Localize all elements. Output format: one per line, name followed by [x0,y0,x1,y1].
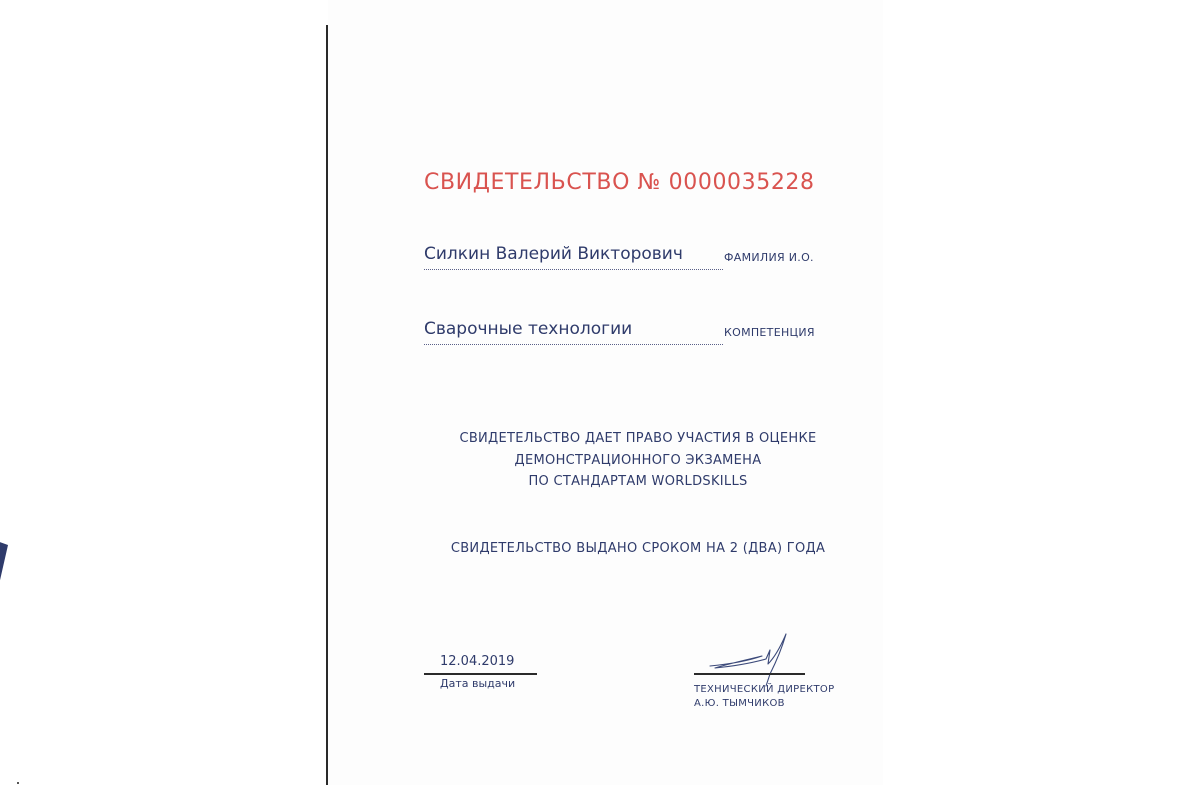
name-label: ФАМИЛИЯ И.О. [724,251,814,264]
info-line: СВИДЕТЕЛЬСТВО ДАЕТ ПРАВО УЧАСТИЯ В ОЦЕНКЕ [459,431,817,446]
certificate-info [400,428,876,493]
competence-label: КОМПЕТЕНЦИЯ [724,326,815,339]
competence-value: Сварочные технологии [424,319,723,345]
signature-underline [694,673,805,675]
date-underline [424,673,537,675]
decorative-dot [17,782,19,784]
signer-position: ТЕХНИЧЕСКИЙ ДИРЕКТОР [694,684,835,695]
info-line: ДЕМОНСТРАЦИОННОГО ЭКЗАМЕНА [514,452,762,468]
issue-date-label: Дата выдачи [440,677,516,690]
info-line: ПО СТАНДАРТАМ WORLDSKILLS [528,474,748,489]
page-divider [326,25,328,785]
name-value: Силкин Валерий Викторович [424,244,723,270]
issue-date: 12.04.2019 [440,654,515,669]
certificate-title: СВИДЕТЕЛЬСТВО № 0000035228 [424,170,815,195]
decorative-corner-shape [0,540,8,582]
signer-name: А.Ю. ТЫМЧИКОВ [694,698,785,709]
signer-block [694,683,834,711]
validity-text: СВИДЕТЕЛЬСТВО ВЫДАНО СРОКОМ НА 2 (ДВА) ГОДА [450,541,826,556]
